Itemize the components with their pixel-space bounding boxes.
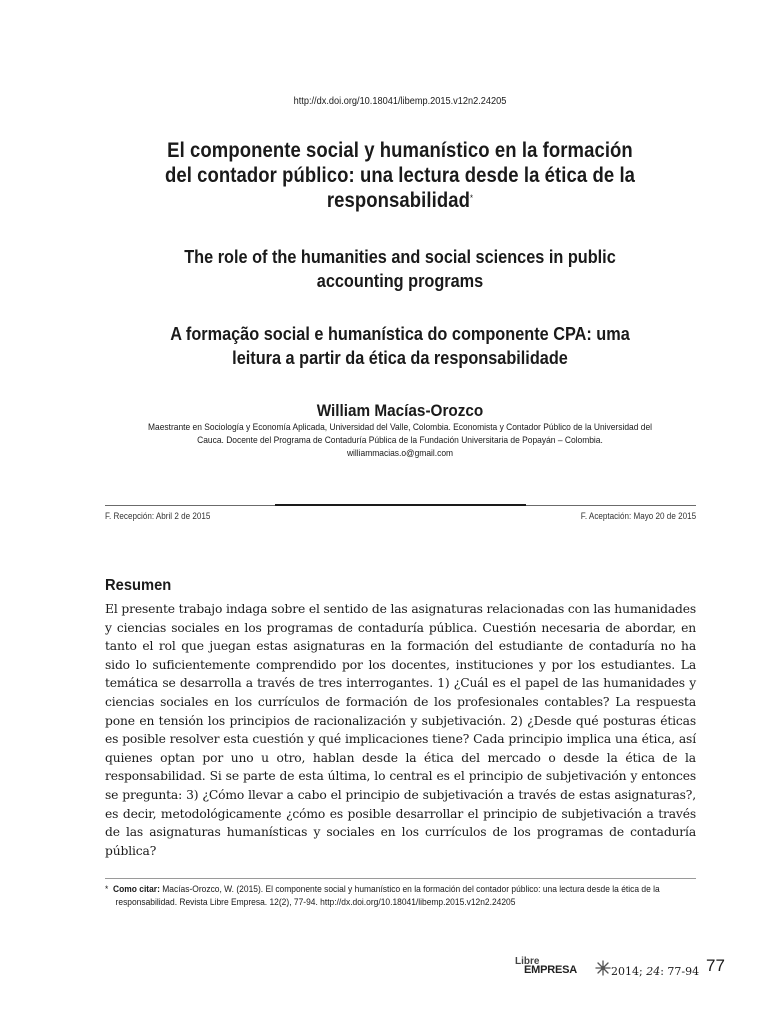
citation-footnote bbox=[105, 883, 692, 909]
abstract-text: El presente trabajo indaga sobre el sentido de las asignaturas relacionadas con las humanidades y ciencias sociales en los programas de contaduría pública. Cuestión necesaria de abordar, en tanto el rol que juegan estas asignaturas en la formación del estudiante de contaduría no ha sido lo suficientemente comprendido por los docentes, instituciones y por los estudiantes. La temática se desarrolla a través de tres interrogantes. 1) ¿Cuál es el papel de las humanidades y ciencias sociales en los currículos de formación de los profesionales contables? La respuesta pone en tensión los principios de racionalización y subjetivación. 2) ¿Desde qué posturas éticas es posible resolver esta cuestión y qué implicaciones tiene? Cada principio implica una ética, así quienes optan por uno u otro, hablan desde la ética del mercado o desde la ética de la responsabilidad. Si se parte de esta última, lo central es el principio de subjetivación y entonces se pregunta: 3) ¿Cómo llevar a cabo el principio de subjetivación a través de estas asignaturas?, es decir, metodológicamente ¿cómo es posible desarrollar el principio de subjetivación a través de las asignaturas humanísticas y sociales en los currículos de los programas de contaduría pública? bbox=[105, 602, 697, 858]
doi-link[interactable]: http://dx.doi.org/10.18041/libemp.2015.v12n2.24205 bbox=[293, 96, 507, 107]
title-es-line-2: del contador público: una lectura desde la ética de la bbox=[164, 163, 636, 187]
logo-text-libre: Libre bbox=[515, 956, 540, 967]
logo-star-icon bbox=[595, 960, 611, 976]
footnote-rule bbox=[105, 878, 696, 879]
title-es-line-3: responsabilidad bbox=[326, 188, 470, 212]
citation-pages: : 77-94 bbox=[660, 965, 700, 978]
title-pt-line-2: leitura a partir da ética da responsabilidade bbox=[232, 347, 568, 368]
received-date: F. Recepción: Abril 2 de 2015 bbox=[105, 511, 211, 521]
title-es-line-1: El componente social y humanístico en la formación bbox=[167, 138, 633, 162]
title-en-line-1: The role of the humanities and social sciences in public bbox=[184, 246, 616, 267]
journal-logo bbox=[515, 956, 615, 980]
citation-volume: 24 bbox=[646, 965, 661, 978]
accepted-date: F. Aceptación: Mayo 20 de 2015 bbox=[580, 511, 696, 521]
author-email[interactable]: williammacias.o@gmail.com bbox=[346, 447, 454, 458]
abstract-heading: Resumen bbox=[105, 577, 172, 594]
title-en-line-2: accounting programs bbox=[316, 270, 484, 291]
footnote-text: Macías-Orozco, W. (2015). El componente social y humanístico en la formación del contador público: una lectura desde la ética de la responsabilidad. Revista Libre Empresa. 12(2), 77-94. http://dx.doi.org/10.18041/libemp.2015.v12n2.24205 bbox=[115, 884, 660, 908]
title-english bbox=[147, 245, 654, 293]
footnote-mark: * bbox=[105, 884, 109, 895]
affiliation-line-2: Cauca. Docente del Programa de Contaduría Pública de la Fundación Universitaria de Popayán – Colombia. bbox=[197, 434, 603, 445]
footnote-label: Como citar: bbox=[112, 884, 160, 895]
citation-year: 2014; bbox=[611, 965, 643, 978]
short-citation bbox=[611, 965, 699, 978]
logo-text-empresa: EMPRESA bbox=[524, 964, 577, 976]
title-pt-line-1: A formação social e humanística do componente CPA: uma bbox=[170, 323, 630, 344]
title-spanish bbox=[152, 138, 647, 213]
divider-accent bbox=[275, 504, 526, 506]
author-name: William Macías-Orozco bbox=[316, 401, 484, 420]
author-affiliation bbox=[134, 420, 667, 459]
page-number: 77 bbox=[706, 956, 725, 975]
affiliation-line-1: Maestrante en Sociología y Economía Aplicada, Universidad del Valle, Colombia. Economista y Contador Público de la Universidad del bbox=[147, 421, 653, 432]
title-footnote-mark[interactable]: * bbox=[469, 193, 474, 203]
title-portuguese bbox=[136, 322, 664, 370]
